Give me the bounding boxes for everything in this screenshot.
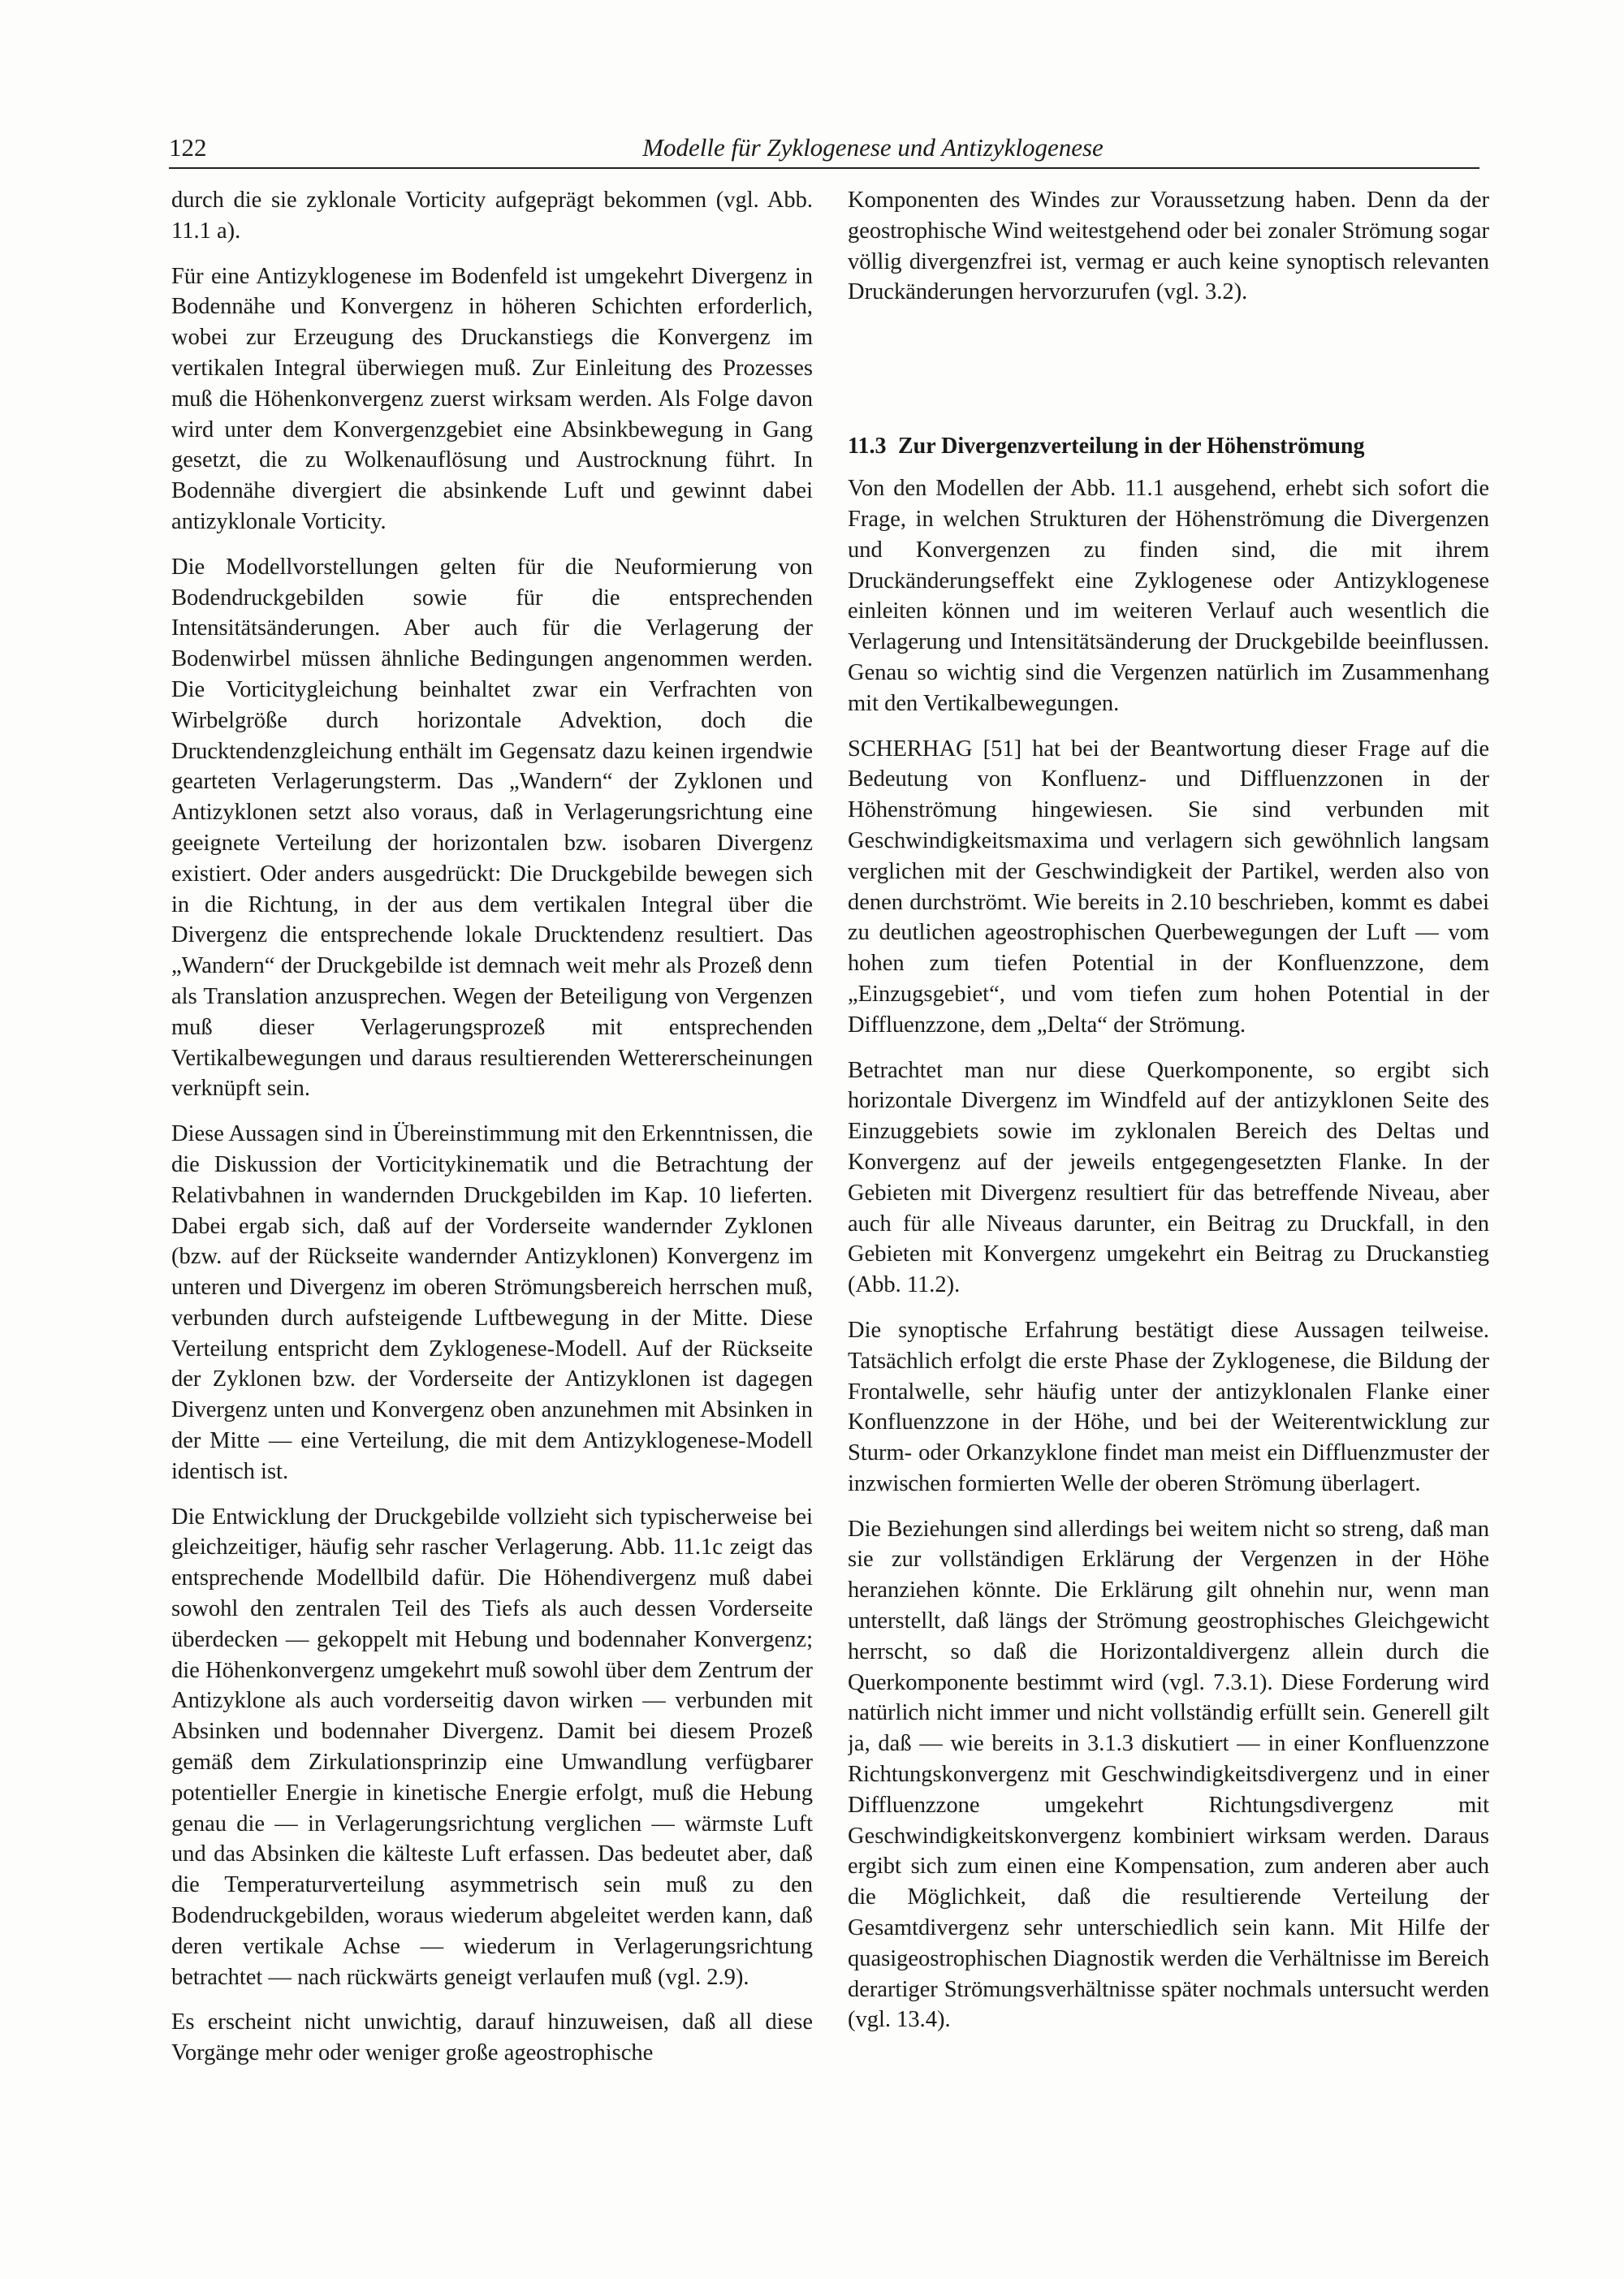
- paragraph: SCHERHAG [51] hat bei der Beantwortung dieser Frage auf die Bedeutung von Konfluenz- und Diffluenzzonen in der Höhenströmung hingewiesen. Sie sind verbunden mit Geschwindigkeitsmaxima und verlagern sich gewöhnlich langsam verglichen mit der Geschwindigkeit der Partikel, werden also von denen durchströmt. Wie bereits in 2.10 beschrieben, kommt es dabei zu deutlichen ageostrophischen Querbewegungen der Luft — vom hohen zum tiefen Potential in der Konfluenzzone, dem „Einzugsgebiet“, und vom tiefen zum hohen Potential in der Diffluenzzone, dem „Delta“ der Strömung.: [848, 736, 1489, 1038]
- paragraph: durch die sie zyklonale Vorticity aufgeprägt bekommen (vgl. Abb. 11.1 a).: [171, 188, 813, 244]
- paragraph: Die Entwicklung der Druckgebilde vollzieht sich typischerweise bei gleichzeitiger, häufig sehr rascher Verlagerung. Abb. 11.1c zeigt das entsprechende Modellbild dafür. Die Höhendivergenz muß dabei sowohl den zentralen Teil des Tiefs als auch dessen Vorderseite überdecken — gekoppelt mit Hebung und bodennaher Konvergenz; die Höhenkonvergenz umgekehrt muß sowohl über dem Zentrum der Antizyklone als auch vorderseitig davon wirken — verbunden mit Absinken und bodennaher Divergenz. Damit bei diesem Prozeß gemäß dem Zirkulationsprinzip eine Umwandlung verfügbarer potentieller Energie in kinetische Energie erfolgt, muß die Hebung genau die — in Verlagerungsrichtung verglichen — wärmste Luft und das Absinken die kälteste Luft erfassen. Das bedeutet aber, daß die Temperaturverteilung asymmetrisch sein muß zu den Bodendruckgebilden, woraus wiederum abgeleitet werden kann, daß deren vertikale Achse — wiederum in Verlagerungsrichtung betrachtet — nach rückwärts geneigt verlaufen muß (vgl. 2.9).: [171, 1504, 813, 1990]
- section-number: 11.3: [848, 434, 887, 460]
- right-column: [848, 185, 1489, 2199]
- paragraph: Die Modellvorstellungen gelten für die Neuformierung von Bodendruckgebilden sowie für die entsprechenden Intensitätsänderungen. Aber auch für die Verlagerung der Bodenwirbel müssen ähnliche Bedingungen angenommen werden. Die Vorticitygleichung beinhaltet zwar ein Verfrachten von Wirbelgröße durch horizontale Advektion, doch die Drucktendenzgleichung enthält im Gegensatz dazu keinen irgendwie gearteten Verlagerungsterm. Das „Wandern“ der Zyklonen und Antizyklonen setzt also voraus, daß in Verlagerungsrichtung eine geeignete Verteilung der horizontalen bzw. isobaren Divergenz existiert. Oder anders ausgedrückt: Die Druckgebilde bewegen sich in die Richtung, in der aus dem vertikalen Integral über die Divergenz die entsprechende lokale Drucktendenz resultiert. Das „Wandern“ der Druckgebilde ist demnach weit mehr als Prozeß denn als Translation anzusprechen. Wegen der Beteiligung von Vergenzen muß dieser Verlagerungsprozeß mit entsprechenden Vertikalbewegungen und daraus resultierenden Wettererscheinungen verknüpft sein.: [171, 554, 813, 1102]
- paragraph: Von den Modellen der Abb. 11.1 ausgehend, erhebt sich sofort die Frage, in welchen Strukturen der Höhenströmung die Divergenzen und Konvergenzen zu finden sind, die mit ihrem Druckänderungseffekt eine Zyklogenese oder Antizyklogenese einleiten können und im weiteren Verlauf auch wesentlich die Verlagerung und Intensitätsänderung der Druckgebilde beeinflussen. Genau so wichtig sind die Vergenzen natürlich im Zusammenhang mit den Vertikalbewegungen.: [848, 476, 1489, 716]
- page-number: 122: [169, 133, 207, 162]
- paragraph: Komponenten des Windes zur Voraussetzung haben. Denn da der geostrophische Wind weitestgehend oder bei zonaler Strömung sogar völlig divergenzfrei ist, vermag er auch keine synoptisch relevanten Druckänderungen hervorzurufen (vgl. 3.2).: [848, 188, 1489, 305]
- paragraph: Die Beziehungen sind allerdings bei weitem nicht so streng, daß man sie zur vollständigen Erklärung der Vergenzen in der Höhe heranziehen könnte. Die Erklärung gilt ohnehin nur, wenn man unterstellt, daß längs der Strömung geostrophisches Gleichgewicht herrscht, so daß die Horizontaldivergenz allein durch die Querkomponente bestimmt wird (vgl. 7.3.1). Diese Forderung wird natürlich nicht immer und nicht vollständig erfüllt sein. Generell gilt ja, daß — wie bereits in 3.1.3 diskutiert — in einer Konfluenzzone Richtungskonvergenz mit Geschwindigkeitsdivergenz und in einer Diffluenzzone umgekehrt Richtungsdivergenz mit Geschwindigkeitskonvergenz kombiniert wirksam werden. Daraus ergibt sich zum einen eine Kompensation, zum anderen aber auch die Möglichkeit, daß die resultierende Verteilung der Gesamtdivergenz sehr unterschiedlich sein kann. Mit Hilfe der quasigeostrophischen Diagnostik werden die Verhältnisse im Bereich derartiger Strömungsverhältnisse später nochmals untersucht werden (vgl. 13.4).: [848, 1516, 1489, 2033]
- paragraph: Die synoptische Erfahrung bestätigt diese Aussagen teilweise. Tatsächlich erfolgt die erste Phase der Zyklogenese, die Bildung der Frontalwelle, sehr häufig unter der antizyklonalen Flanke einer Konfluenzzone in der Höhe, und bei der Weiterentwicklung zur Sturm- oder Orkanzyklone findet man meist ein Diffluenzmuster der inzwischen formierten Welle der oberen Strömung überlagert.: [848, 1317, 1489, 1496]
- running-title: Modelle für Zyklogenese und Antizyklogenese: [642, 133, 1104, 162]
- paragraph: Es erscheint nicht unwichtig, darauf hinzuweisen, daß all diese Vorgänge mehr oder weniger große ageostrophische: [171, 2009, 813, 2066]
- page-header: [169, 130, 1479, 169]
- paragraph: Diese Aussagen sind in Übereinstimmung mit den Erkenntnissen, die die Diskussion der Vorticitykinematik und die Betrachtung der Relativbahnen in wandernden Druckgebilden im Kap. 10 lieferten. Dabei ergab sich, daß auf der Vorderseite wandernder Zyklonen (bzw. auf der Rückseite wandernder Antizyklonen) Konvergenz im unteren und Divergenz im oberen Strömungsbereich herrschen muß, verbunden durch aufsteigende Luftbewegung in der Mitte. Diese Verteilung entspricht dem Zyklogenese-Modell. Auf der Rückseite der Zyklonen bzw. der Vorderseite der Antizyklonen ist dagegen Divergenz unten und Konvergenz oben anzunehmen mit Absinken in der Mitte — eine Verteilung, die mit dem Antizyklogenese-Modell identisch ist.: [171, 1121, 813, 1484]
- section-title: Zur Divergenzverteilung in der Höhenströmung: [898, 434, 1365, 460]
- section-heading: [848, 431, 1489, 462]
- left-column: [171, 185, 813, 2199]
- paragraph: Betrachtet man nur diese Querkomponente, so ergibt sich horizontale Divergenz im Windfeld auf der antizyklonen Seite des Einzuggebiets sowie im zyklonalen Bereich des Deltas und Konvergenz auf der jeweils entgegengesetzten Flanke. In der Gebieten mit Divergenz resultiert für das betreffende Niveau, aber auch für alle Niveaus darunter, ein Beitrag zu Druckfall, in den Gebieten mit Konvergenz umgekehrt ein Beitrag zu Druckanstieg (Abb. 11.2).: [848, 1057, 1489, 1298]
- paragraph: Für eine Antizyklogenese im Bodenfeld ist umgekehrt Divergenz in Bodennähe und Konvergenz in höheren Schichten erforderlich, wobei zur Erzeugung des Druckanstiegs die Konvergenz im vertikalen Integral überwiegen muß. Zur Einleitung des Prozesses muß die Höhenkonvergenz zuerst wirksam werden. Als Folge davon wird unter dem Konvergenzgebiet eine Absinkbewegung in Gang gesetzt, die zu Wolkenauflösung und Austrocknung führt. In Bodennähe divergiert die absinkende Luft und gewinnt dabei antizyklonale Vorticity.: [171, 263, 813, 534]
